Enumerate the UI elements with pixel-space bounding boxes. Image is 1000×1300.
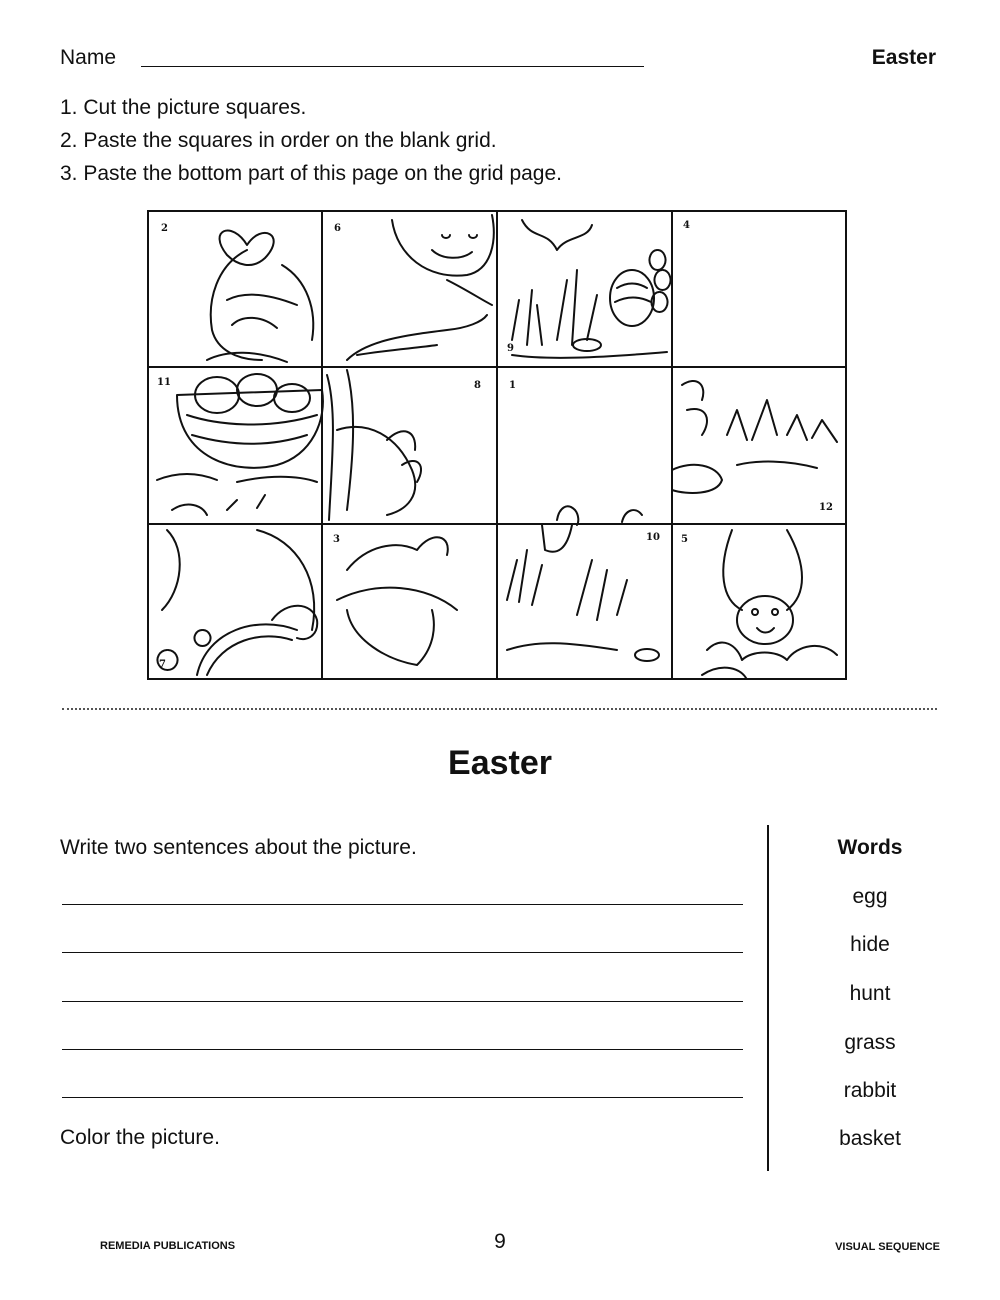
picture-tile-rabbit-ears-top (557, 506, 642, 525)
tile-number: 6 (334, 223, 341, 234)
tile-number: 7 (159, 659, 166, 670)
section-title: Easter (448, 744, 552, 782)
instruction-3: 3. Paste the bottom part of this page on the grid page. (60, 162, 563, 185)
writing-line-2[interactable] (62, 952, 743, 953)
publisher-name: REMEDIA PUBLICATIONS (100, 1240, 236, 1252)
word-bank-item: egg (852, 885, 888, 908)
tile-number: 10 (646, 532, 660, 543)
page-topic: Easter (871, 46, 936, 69)
word-bank-item: hide (850, 933, 890, 956)
picture-tile-grass-shoe (672, 381, 837, 493)
writing-line-3[interactable] (62, 1001, 743, 1002)
cut-line (62, 708, 937, 710)
name-field-line[interactable] (141, 66, 644, 67)
picture-tile-rabbit (702, 530, 837, 680)
tile-number: 5 (681, 534, 688, 545)
writing-prompt: Write two sentences about the picture. (60, 836, 417, 859)
picture-tile-grass (507, 525, 659, 661)
picture-tile-bonnet-bow (337, 537, 457, 665)
tile-number: 9 (507, 343, 514, 354)
tile-number: 2 (161, 223, 168, 234)
tile-number: 4 (683, 220, 690, 231)
picture-tile-girl-face (347, 215, 494, 360)
series-name: VISUAL SEQUENCE (835, 1241, 940, 1253)
picture-tile-basket-eggs (157, 374, 323, 515)
word-bank-item: grass (844, 1031, 896, 1054)
tile-number: 8 (474, 380, 481, 391)
name-label: Name (60, 46, 117, 69)
instruction-2: 2. Paste the squares in order on the blank grid. (60, 129, 497, 152)
word-bank-heading: Words (837, 836, 903, 859)
picture-grid-art (147, 210, 847, 680)
tile-number: 1 (509, 380, 516, 391)
picture-tile-girl-basket-handle (158, 530, 318, 675)
writing-line-4[interactable] (62, 1049, 743, 1050)
tile-number: 12 (819, 502, 833, 513)
page-number: 9 (494, 1230, 506, 1253)
word-bank-item: hunt (849, 982, 891, 1005)
picture-tile-egg-in-grass (512, 220, 671, 358)
picture-tile-girl-sleeve (327, 370, 421, 520)
instruction-1: 1. Cut the picture squares. (60, 96, 307, 119)
writing-line-1[interactable] (62, 904, 743, 905)
picture-tile-girl-bonnet (207, 231, 313, 362)
tile-number: 11 (157, 377, 171, 388)
writing-line-5[interactable] (62, 1097, 743, 1098)
column-divider (767, 825, 769, 1171)
word-bank-item: basket (839, 1127, 901, 1150)
picture-grid (147, 210, 847, 680)
tile-number: 3 (333, 534, 340, 545)
word-bank-item: rabbit (843, 1079, 897, 1102)
color-instruction: Color the picture. (60, 1126, 220, 1149)
